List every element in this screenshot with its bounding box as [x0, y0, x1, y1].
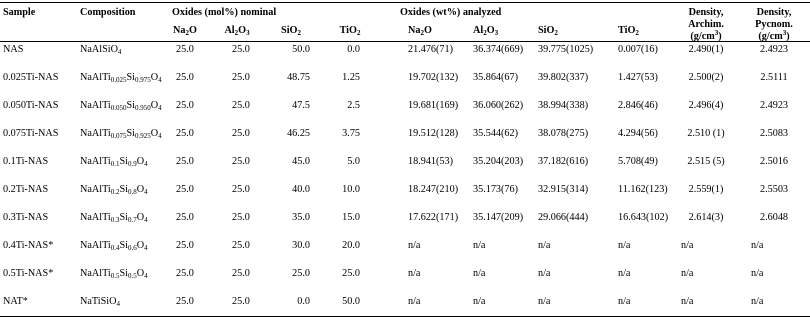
cell-analyzed-value: 35.864(67)	[473, 72, 518, 83]
cell-nominal-value: 25.0	[232, 212, 250, 223]
cell-density-pycnom: n/a	[751, 296, 764, 307]
cell-nominal-value: 25.0	[232, 240, 250, 251]
cell-nominal-value: 0.0	[347, 44, 360, 55]
cell-sample: 0.075Ti-NAS	[3, 128, 59, 139]
cell-density-pycnom: 2.5083	[759, 128, 789, 139]
cell-nominal-value: 25.0	[232, 72, 250, 83]
cell-sample: 0.2Ti-NAS	[3, 184, 49, 195]
cell-analyzed-value: n/a	[618, 296, 631, 307]
cell-density-pycnom: n/a	[751, 268, 764, 279]
cell-nominal-value: 3.75	[342, 128, 360, 139]
cell-sample: 0.050Ti-NAS	[3, 100, 59, 111]
cell-analyzed-value: n/a	[538, 296, 551, 307]
cell-composition: $NaAlTi_{0.025}Si_{0.975}O_4$	[80, 72, 162, 84]
cell-nominal-value: 25.0	[176, 184, 194, 195]
cell-nominal-value: 46.25	[287, 128, 310, 139]
header-nominal-group: Oxides (mol%) nominal	[172, 7, 277, 18]
cell-analyzed-value: 1.427(53)	[618, 72, 658, 83]
cell-sample: NAT*	[3, 296, 28, 307]
cell-composition: $NaAlTi_{0.3}Si_{0.7}O_4$	[80, 212, 148, 224]
cell-analyzed-value: 0.007(16)	[618, 44, 658, 55]
header-nominal-oxide: TiO$_2$	[339, 25, 361, 37]
cell-analyzed-value: n/a	[473, 296, 486, 307]
cell-analyzed-value: 37.182(616)	[538, 156, 589, 167]
cell-nominal-value: 25.0	[176, 100, 194, 111]
cell-analyzed-value: 39.775(1025)	[538, 44, 594, 55]
cell-nominal-value: 30.0	[292, 240, 310, 251]
cell-analyzed-value: n/a	[538, 240, 551, 251]
cell-analyzed-value: 35.147(209)	[473, 212, 524, 223]
cell-nominal-value: 25.0	[292, 268, 310, 279]
cell-composition: $NaAlTi_{0.2}Si_{0.8}O_4$	[80, 184, 148, 196]
cell-analyzed-value: 21.476(71)	[408, 44, 453, 55]
header-density-archim: Density, Archim. $(g/cm^3)$	[688, 7, 724, 42]
cell-nominal-value: 25.0	[232, 44, 250, 55]
table-header-rule	[0, 41, 810, 42]
cell-analyzed-value: n/a	[408, 240, 421, 251]
cell-analyzed-value: 11.162(123)	[618, 184, 668, 195]
cell-composition: $NaAlTi_{0.050}Si_{0.950}O_4$	[80, 100, 162, 112]
cell-analyzed-value: 39.802(337)	[538, 72, 589, 83]
cell-nominal-value: 25.0	[232, 156, 250, 167]
cell-density-archim: 2.490(1)	[688, 44, 724, 55]
cell-analyzed-value: 32.915(314)	[538, 184, 589, 195]
cell-nominal-value: 47.5	[292, 100, 310, 111]
cell-sample: 0.5Ti-NAS*	[3, 268, 54, 279]
cell-nominal-value: 40.0	[292, 184, 310, 195]
cell-analyzed-value: n/a	[618, 240, 631, 251]
cell-analyzed-value: n/a	[473, 268, 486, 279]
cell-density-archim: 2.496(4)	[688, 100, 724, 111]
cell-nominal-value: 25.0	[176, 212, 194, 223]
cell-analyzed-value: n/a	[408, 296, 421, 307]
cell-nominal-value: 1.25	[342, 72, 360, 83]
header-analyzed-oxide: $Na_2O$	[408, 25, 432, 37]
cell-analyzed-value: 17.622(171)	[408, 212, 459, 223]
cell-analyzed-value: 18.941(53)	[408, 156, 453, 167]
table-bottom-rule	[0, 316, 810, 317]
cell-density-archim: 2.500(2)	[688, 72, 724, 83]
cell-density-archim: 2.559(1)	[688, 184, 724, 195]
cell-sample: 0.4Ti-NAS*	[3, 240, 54, 251]
cell-nominal-value: 35.0	[292, 212, 310, 223]
cell-analyzed-value: 35.204(203)	[473, 156, 524, 167]
cell-nominal-value: 25.0	[342, 268, 360, 279]
cell-analyzed-value: 36.060(262)	[473, 100, 524, 111]
cell-density-pycnom: 2.5016	[759, 156, 789, 167]
cell-density-archim: n/a	[681, 296, 694, 307]
cell-nominal-value: 25.0	[232, 296, 250, 307]
cell-density-archim: n/a	[681, 268, 694, 279]
cell-analyzed-value: 35.173(76)	[473, 184, 518, 195]
header-density-pycnom: Density, Pycnom. $(g/cm^3)$	[755, 7, 793, 42]
header-nominal-oxide: $Na_2O$	[173, 25, 197, 37]
header-analyzed-oxide: $Al_2O_3$	[473, 25, 499, 37]
cell-nominal-value: 25.0	[232, 100, 250, 111]
cell-analyzed-value: 38.994(338)	[538, 100, 589, 111]
cell-density-archim: 2.515 (5)	[687, 156, 725, 167]
cell-nominal-value: 25.0	[176, 268, 194, 279]
cell-analyzed-value: 18.247(210)	[408, 184, 459, 195]
cell-density-pycnom: 2.4923	[759, 44, 789, 55]
cell-composition: NaAlSiO$_4$	[80, 44, 122, 56]
cell-analyzed-value: 16.643(102)	[618, 212, 669, 223]
cell-composition: $NaAlTi_{0.5}Si_{0.5}O_4$	[80, 268, 148, 280]
cell-nominal-value: 0.0	[297, 296, 310, 307]
cell-nominal-value: 25.0	[176, 296, 194, 307]
cell-nominal-value: 50.0	[342, 296, 360, 307]
cell-density-pycnom: n/a	[751, 240, 764, 251]
cell-analyzed-value: n/a	[538, 268, 551, 279]
cell-analyzed-value: 36.374(669)	[473, 44, 524, 55]
header-nominal-oxide: SiO$_2$	[281, 25, 301, 37]
cell-sample: 0.3Ti-NAS	[3, 212, 49, 223]
cell-nominal-value: 15.0	[342, 212, 360, 223]
cell-analyzed-value: 19.512(128)	[408, 128, 459, 139]
cell-nominal-value: 25.0	[176, 128, 194, 139]
cell-analyzed-value: 5.708(49)	[618, 156, 658, 167]
cell-analyzed-value: n/a	[618, 268, 631, 279]
cell-sample: 0.025Ti-NAS	[3, 72, 59, 83]
cell-sample: NAS	[3, 44, 24, 55]
cell-density-pycnom: 2.6048	[759, 212, 789, 223]
cell-analyzed-value: 19.681(169)	[408, 100, 459, 111]
header-analyzed-oxide: TiO$_2$	[618, 25, 639, 37]
cell-density-pycnom: 2.4923	[759, 100, 789, 111]
cell-nominal-value: 25.0	[176, 44, 194, 55]
header-analyzed-group: Oxides (wt%) analyzed	[400, 7, 502, 18]
cell-nominal-value: 25.0	[232, 268, 250, 279]
cell-analyzed-value: 29.066(444)	[538, 212, 589, 223]
cell-sample: 0.1Ti-NAS	[3, 156, 49, 167]
cell-nominal-value: 25.0	[232, 128, 250, 139]
cell-analyzed-value: 35.544(62)	[473, 128, 518, 139]
cell-analyzed-value: n/a	[408, 268, 421, 279]
cell-analyzed-value: 4.294(56)	[618, 128, 658, 139]
cell-nominal-value: 25.0	[176, 240, 194, 251]
cell-density-pycnom: 2.5503	[759, 184, 789, 195]
cell-nominal-value: 25.0	[176, 72, 194, 83]
cell-density-archim: n/a	[681, 240, 694, 251]
header-sample: Sample	[3, 7, 36, 18]
cell-composition: $NaAlTi_{0.075}Si_{0.925}O_4$	[80, 128, 162, 140]
cell-composition: NaTiSiO$_4$	[80, 296, 120, 308]
cell-density-pycnom: 2.5111	[760, 72, 788, 83]
header-analyzed-oxide: SiO$_2$	[538, 25, 558, 37]
cell-nominal-value: 48.75	[287, 72, 310, 83]
cell-analyzed-value: 2.846(46)	[618, 100, 658, 111]
cell-analyzed-value: 38.078(275)	[538, 128, 589, 139]
cell-analyzed-value: n/a	[473, 240, 486, 251]
cell-nominal-value: 25.0	[176, 156, 194, 167]
cell-density-archim: 2.510 (1)	[687, 128, 725, 139]
cell-nominal-value: 50.0	[292, 44, 310, 55]
cell-nominal-value: 25.0	[232, 184, 250, 195]
cell-nominal-value: 2.5	[347, 100, 360, 111]
table-top-rule	[0, 2, 810, 3]
cell-density-archim: 2.614(3)	[688, 212, 724, 223]
cell-nominal-value: 10.0	[342, 184, 360, 195]
cell-composition: $NaAlTi_{0.4}Si_{0.6}O_4$	[80, 240, 148, 252]
header-composition: Composition	[80, 7, 136, 18]
cell-analyzed-value: 19.702(132)	[408, 72, 459, 83]
cell-nominal-value: 5.0	[347, 156, 360, 167]
cell-composition: $NaAlTi_{0.1}Si_{0.9}O_4$	[80, 156, 148, 168]
header-nominal-oxide: $Al_2O_3$	[224, 25, 250, 37]
cell-nominal-value: 20.0	[342, 240, 360, 251]
cell-nominal-value: 45.0	[292, 156, 310, 167]
